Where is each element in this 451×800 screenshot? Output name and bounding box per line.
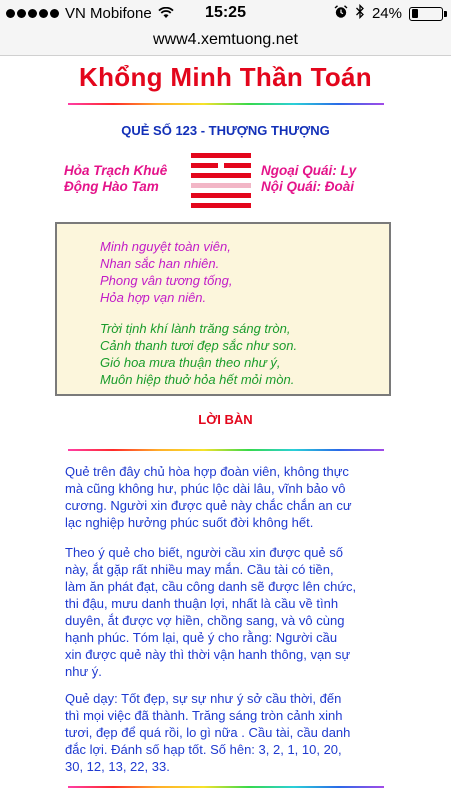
wifi-icon <box>158 6 174 22</box>
text-line: hạnh phúc. Tóm lại, quẻ ý cho rằng: Người cầu <box>65 630 338 645</box>
poem-line: Gió hoa mưa thuận theo như ý, <box>100 355 281 370</box>
left-info-line: Hỏa Trạch Khuê <box>64 163 168 178</box>
poem-line: Muôn hiệp thuở hỏa hết mỏi mòn. <box>100 372 295 387</box>
hexagram-line <box>191 193 251 198</box>
url-bar[interactable]: www4.xemtuong.net <box>0 28 451 56</box>
rainbow-divider-top <box>68 103 384 105</box>
poem-line: Hỏa hợp vạn niên. <box>100 290 207 305</box>
hexagram-line-moving <box>191 183 251 188</box>
left-info-line: Động Hào Tam <box>64 179 159 194</box>
poem-line: Phong vân tương tống, <box>100 273 233 288</box>
carrier-name: VN Mobifone <box>65 5 152 22</box>
text-line: Theo ý quẻ cho biết, người cầu xin được quẻ số <box>65 545 344 560</box>
text-line: mà cũng không hư, phúc lộc dài lâu, vĩnh bảo vô <box>65 481 346 496</box>
status-left <box>6 5 174 22</box>
poem-line: Nhan sắc han nhiên. <box>100 256 220 271</box>
text-line: này, ắt gặp rất nhiều may mắn. Cầu tài có tiền, <box>65 562 334 577</box>
battery-percent: 24% <box>371 5 402 22</box>
paragraph-3 <box>65 690 387 775</box>
text-line: tươi, đẹp để quá rồi, lo gì nữa . Cầu tài, cầu danh <box>65 725 351 740</box>
status-bar <box>0 0 451 28</box>
right-info-line: Nội Quái: Đoài <box>261 179 355 194</box>
right-info-line: Ngoại Quái: Ly <box>261 163 357 178</box>
rainbow-divider-bottom <box>68 786 384 788</box>
paragraph-2 <box>65 544 387 680</box>
text-line: thì mọi việc đã thành. Trăng sáng tròn cảnh xinh <box>65 708 343 723</box>
hexagram-line <box>191 163 251 168</box>
text-line: như ý. <box>65 664 102 679</box>
section-heading: LỜI BÀN <box>198 412 253 427</box>
text-line: đắc lợi. Đánh số hạp tốt. Số hên: 3, 2, 1, 10, 20, <box>65 742 342 757</box>
hexagram-line <box>191 153 251 158</box>
poem-line: Minh nguyệt toàn viên, <box>100 239 231 254</box>
que-number: QUẺ SỐ 123 - THƯỢNG THƯỢNG <box>121 123 330 138</box>
left-info <box>64 163 167 195</box>
poem-line: Trời tịnh khí lành trăng sáng tròn, <box>100 321 291 336</box>
page-title: Khổng Minh Thần Toán <box>79 62 372 92</box>
battery-level <box>412 9 419 18</box>
text-line: Quẻ dạy: Tốt đẹp, sự sự như ý sở cầu thời, đến <box>65 691 342 706</box>
status-right <box>334 4 443 23</box>
rainbow-divider-middle <box>68 449 384 451</box>
poem-line: Cảnh thanh tươi đẹp sắc như son. <box>100 338 298 353</box>
text-line: Quẻ trên đây chủ hòa hợp đoàn viên, không thực <box>65 464 349 479</box>
text-line: làm ăn phát đạt, cầu công danh sẽ được lên chức, <box>65 579 357 594</box>
signal-dots-icon <box>6 9 59 18</box>
text-line: xin được quẻ này thì thời vận hanh thông, vạn sự <box>65 647 351 662</box>
clock-time: 15:25 <box>205 4 246 21</box>
text-line: thi đậu, mưu danh thuận lợi, nhất là cầu về tình <box>65 596 339 611</box>
bluetooth-icon <box>355 4 365 23</box>
text-line: cương. Người xin được quẻ này chắc chắn an cư <box>65 498 352 513</box>
poem-box <box>55 222 391 396</box>
poem-han-viet <box>100 238 232 306</box>
right-info <box>261 163 356 195</box>
hexagram-icon <box>191 153 251 209</box>
text-line: 30, 12, 13, 22, 33. <box>65 759 170 774</box>
alarm-clock-icon <box>334 5 348 23</box>
hexagram-line <box>191 203 251 208</box>
text-line: duyên, ắt được vợ hiền, chồng sang, và vô cùng <box>65 613 345 628</box>
poem-vietnamese <box>100 320 297 388</box>
text-line: lạc nghiệp hưởng phúc suốt đời không hết. <box>65 515 314 530</box>
hexagram-line <box>191 173 251 178</box>
battery-icon <box>409 7 443 21</box>
paragraph-1 <box>65 463 387 531</box>
